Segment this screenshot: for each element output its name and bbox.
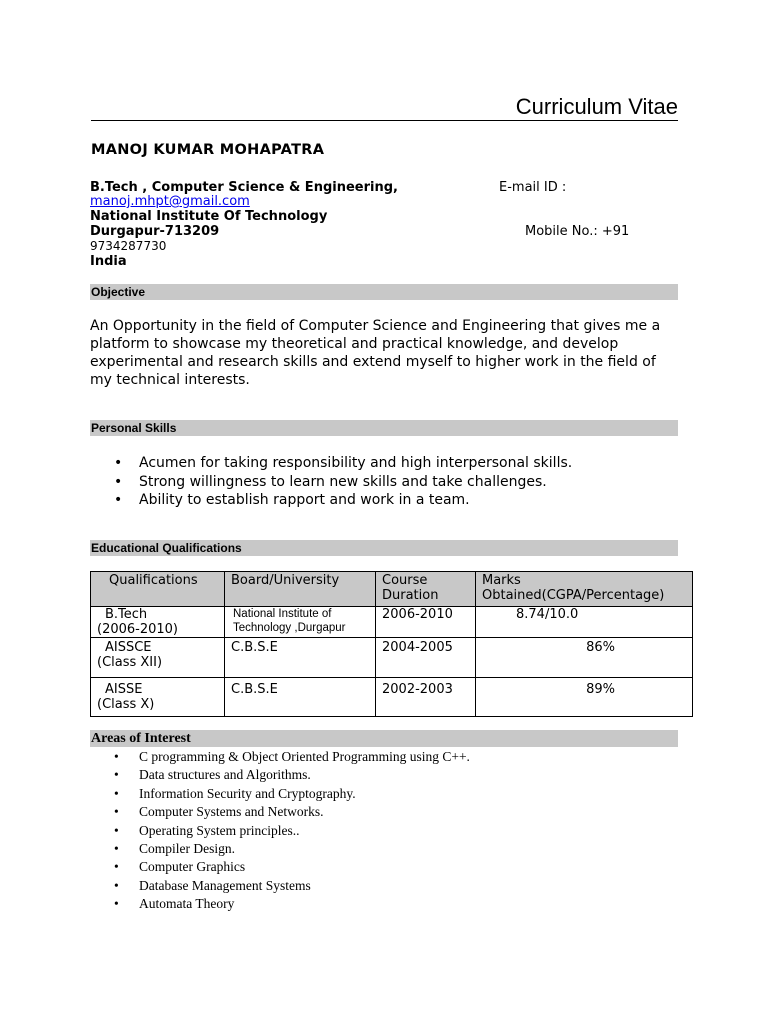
list-item: • Ability to establish rapport and work in a team. [114,492,470,508]
header-board: Board/University [225,572,376,607]
bullet-icon: • [114,877,119,893]
qualification-name: AISSE [105,682,143,697]
list-item: • Data structures and Algorithms. [90,766,470,784]
bullet-icon: • [114,785,119,801]
marks-cell: 86% [476,638,693,678]
header-qualifications: Qualifications [91,572,225,607]
email-label: E-mail ID : [499,180,567,195]
email-link[interactable]: manoj.mhpt@gmail.com [90,194,250,209]
institute-line: National Institute Of Technology [90,209,328,224]
bullet-icon: • [114,473,123,490]
duration-cell: 2004-2005 [376,638,476,678]
duration-cell: 2006-2010 [376,607,476,638]
board-cell: National Institute of Technology ,Durgapur [225,607,376,638]
objective-text: An Opportunity in the field of Computer Science and Engineering that gives me a platform to showcase my theoretical and practical knowledge, and develop experimental and research skills and extend myself to higher work in the field of my technical interests. [90,318,661,388]
qualification-years: (Class X) [97,697,155,712]
qualification-years: (Class XII) [97,655,163,670]
list-item: • C programming & Object Oriented Programming using C++. [90,748,470,766]
list-item: • Database Management Systems [90,877,470,895]
city-line: Durgapur-713209 [90,224,220,239]
bullet-icon: • [114,841,119,857]
table-header-row [91,572,693,607]
table-row [91,678,693,717]
list-item: • Strong willingness to learn new skills and take challenges. [114,473,547,490]
document-title: Curriculum Vitae [515,94,678,119]
list-item: • Computer Graphics [90,858,470,876]
board-cell: C.B.S.E [225,678,376,717]
list-item: • Automata Theory [90,895,470,913]
interests-list [90,748,470,914]
list-item: • Acumen for taking responsibility and high interpersonal skills. [114,455,573,471]
marks-cell: 8.74/10.0 [476,607,693,638]
section-personal-skills: Personal Skills [90,420,678,436]
qualification-name: B.Tech [105,607,148,622]
qualification-years: (2006-2010) [97,622,179,637]
section-objective: Objective [90,284,678,300]
bullet-icon: • [114,749,119,764]
bullet-icon: • [114,804,119,820]
bullet-icon: • [114,455,123,471]
candidate-name: MANOJ KUMAR MOHAPATRA [91,142,325,158]
bullet-icon: • [114,492,123,508]
degree-line: B.Tech , Computer Science & Engineering, [90,180,398,195]
mobile-label: Mobile No.: +91 [525,224,630,239]
table-row [91,638,693,678]
header-duration: Course Duration [376,572,476,607]
list-item: • Information Security and Cryptography. [90,785,470,803]
skills-list [90,454,572,510]
board-cell: C.B.S.E [225,638,376,678]
marks-cell: 89% [476,678,693,717]
qualification-cell [91,607,225,638]
bullet-icon: • [114,896,119,912]
qualification-name: AISSCE [105,640,152,655]
country-line: India [90,254,127,269]
bullet-icon: • [114,822,119,838]
section-education: Educational Qualifications [90,540,678,556]
list-item: • Computer Systems and Networks. [90,803,470,821]
table-row [91,607,693,638]
section-interests: Areas of Interest [90,730,678,747]
education-table [90,571,693,717]
title-underline [91,120,678,121]
qualification-cell [91,638,225,678]
duration-cell: 2002-2003 [376,678,476,717]
list-item: • Operating System principles.. [90,822,470,840]
mobile-number: 9734287730 [90,239,167,253]
bullet-icon: • [114,767,119,783]
bullet-icon: • [114,859,119,875]
qualification-cell [91,678,225,717]
header-marks: Marks Obtained(CGPA/Percentage) [476,572,693,607]
list-item: • Compiler Design. [90,840,470,858]
